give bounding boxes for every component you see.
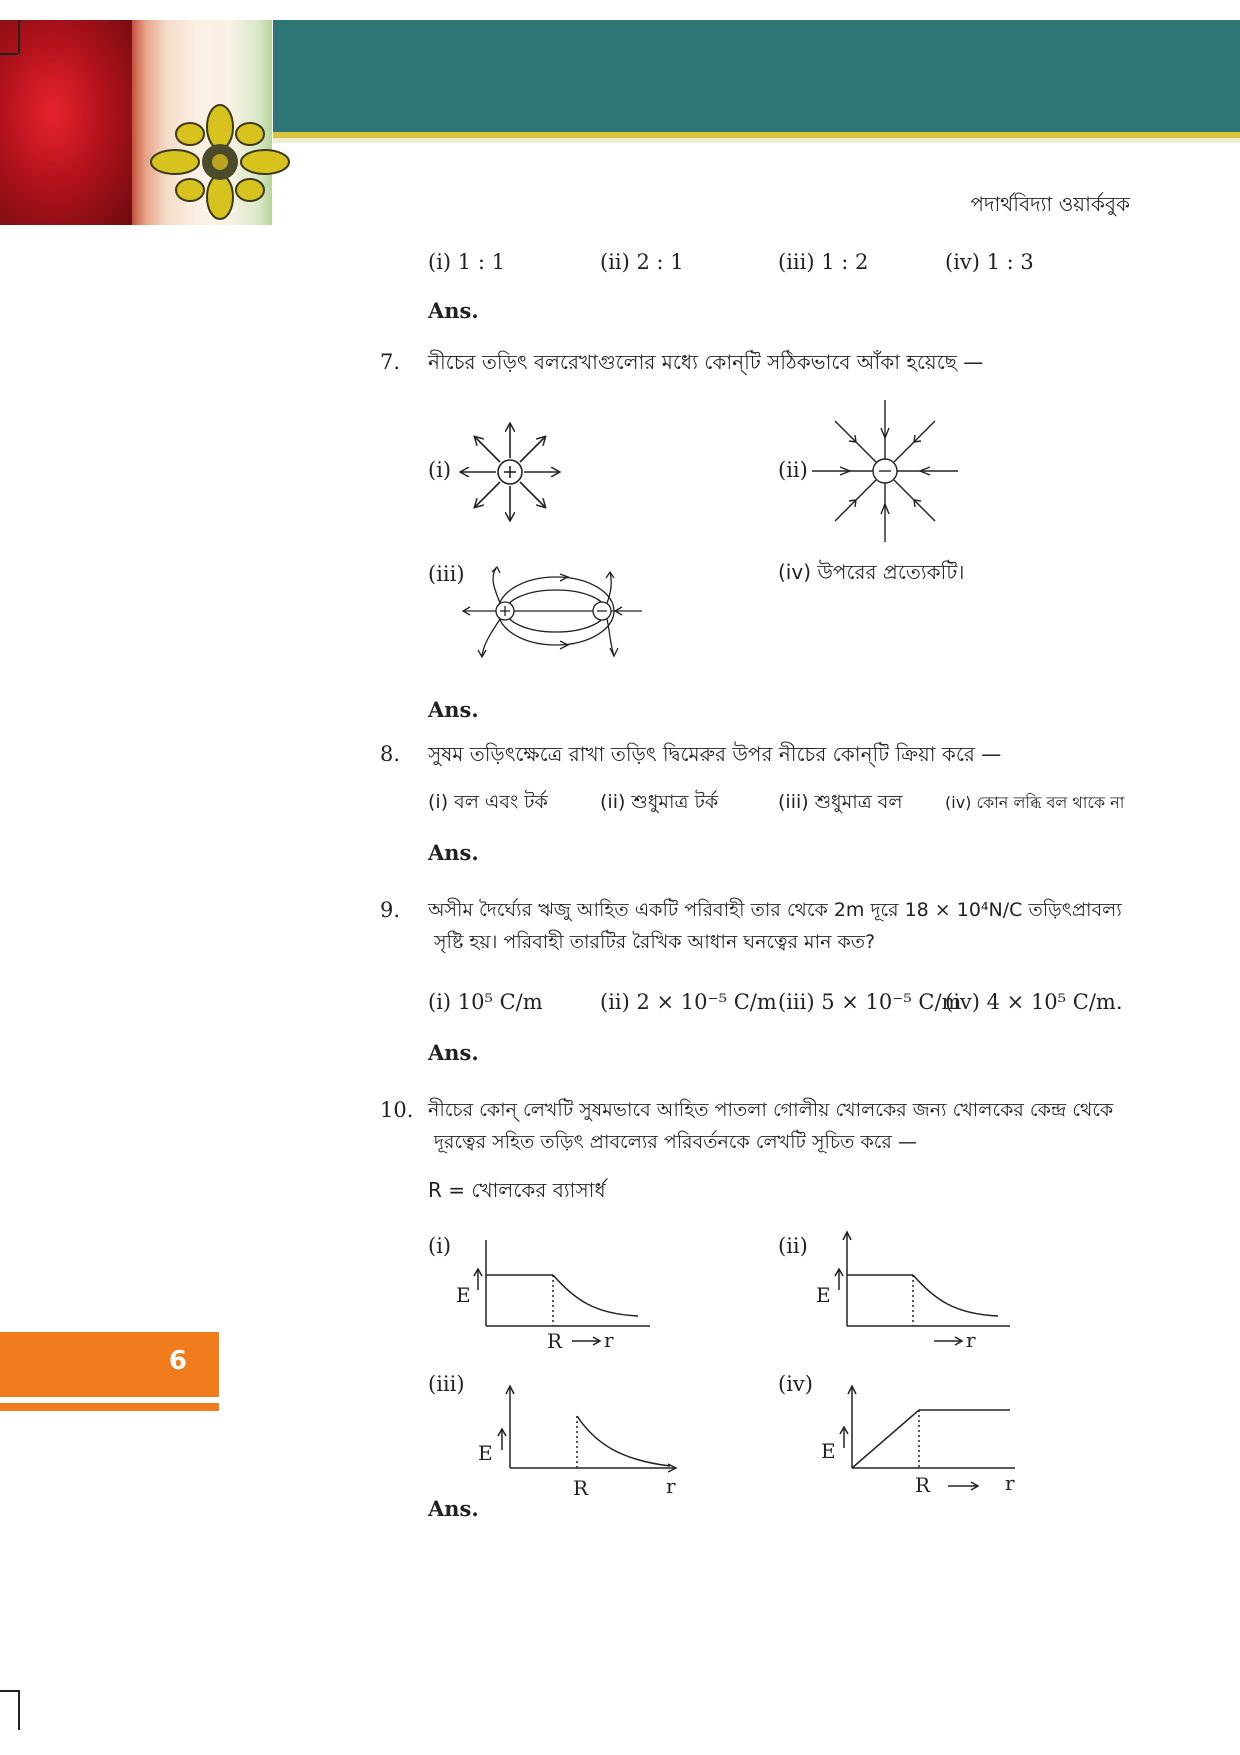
q6-option-3: (iii) 1 : 2: [778, 250, 869, 274]
crop-mark: [0, 1690, 18, 1692]
q10-graph-label-3: (iii): [428, 1372, 465, 1396]
q9-line-1: অসীম দৈর্ঘ্যের ঋজু আহিত একটি পরিবাহী তার থেকে 2m দূরে 18 × 10⁴N/C তড়িৎপ্রাবল্য: [428, 899, 1122, 921]
q9-option-2: (ii) 2 × 10⁻⁵ C/m: [600, 990, 777, 1014]
q7-text: নীচের তড়িৎ বলরেখাগুলোর মধ্যে কোন্‌টি সঠিকভাবে আঁকা হয়েছে —: [428, 350, 984, 374]
q8-option-2: (ii) শুধুমাত্র টর্ক: [600, 791, 719, 813]
q10-graph-i: [450, 1230, 660, 1360]
page-number-tab: [0, 1332, 219, 1397]
q10-graph-i-axis-r: r: [604, 1328, 614, 1352]
q6-option-1: (i) 1 : 1: [428, 250, 505, 274]
q10-graph-i-axis-R: R: [547, 1329, 563, 1353]
q10-graph-iv-axis-E: E: [821, 1439, 836, 1463]
running-title: পদার্থবিদ্যা ওয়ার্কবুক: [970, 192, 1130, 216]
q10-graph-i-axis-E: E: [456, 1283, 471, 1307]
q10-graph-iv: [815, 1378, 1025, 1508]
q7-label-1: (i): [428, 458, 452, 482]
q8-option-3: (iii) শুধুমাত্র বল: [778, 791, 903, 813]
q10-graph-iv-axis-R: R: [915, 1473, 931, 1497]
q10-graph-ii: [810, 1230, 1020, 1360]
q7-positive-charge-field-diagram: [455, 420, 575, 530]
q7-option-4: (iv) উপরের প্রত্যেকটি।: [778, 560, 965, 584]
q6-option-2: (ii) 2 : 1: [600, 250, 684, 274]
page-number-rule: [0, 1403, 219, 1411]
q10-line-2: দূরত্বের সহিত তড়িৎ প্রাবল্যের পরিবর্তনকে লেখটি সূচিত করে —: [434, 1131, 917, 1153]
q9-option-4: (iv) 4 × 10⁵ C/m.: [945, 990, 1123, 1014]
q9-line-2: সৃষ্টি হয়। পরিবাহী তারটির রৈখিক আধান ঘনত্বের মান কত?: [434, 931, 876, 953]
q6-answer-label: Ans.: [428, 298, 479, 323]
q9-option-3: (iii) 5 × 10⁻⁵ C/m: [778, 990, 962, 1014]
header-flower-ornament: [150, 100, 290, 225]
q8-option-1: (i) বল এবং টর্ক: [428, 791, 548, 813]
q10-graph-label-4: (iv): [778, 1372, 813, 1396]
q10-graph-iii-axis-E: E: [478, 1441, 493, 1465]
q7-negative-charge-field-diagram: [810, 400, 960, 550]
q8-answer-label: Ans.: [428, 840, 479, 865]
q10-answer-label: Ans.: [428, 1496, 479, 1521]
q7-label-2: (ii): [778, 458, 808, 482]
q7-label-3: (iii): [428, 562, 465, 586]
q10-graph-iii-axis-R: R: [573, 1476, 589, 1500]
page-number: 6: [168, 1346, 187, 1376]
q10-graph-iii: [470, 1378, 690, 1508]
crop-mark: [18, 1690, 20, 1730]
q6-option-4: (iv) 1 : 3: [945, 250, 1034, 274]
crop-mark: [0, 53, 18, 55]
q10-line-1: নীচের কোন্‌ লেখটি সুষমভাবে আহিত পাতলা গোলীয় খোলকের জন্য খোলকের কেন্দ্র থেকে: [428, 1099, 1114, 1121]
q9-option-1: (i) 10⁵ C/m: [428, 990, 543, 1014]
q10-graph-label-1: (i): [428, 1234, 452, 1258]
q10-graph-ii-axis-r: r: [966, 1328, 976, 1352]
q7-dipole-field-diagram: [460, 560, 650, 670]
q9-number: 9.: [380, 898, 401, 922]
q8-text: সুষম তড়িৎক্ষেত্রে রাখা তড়িৎ দ্বিমেরুর উপর নীচের কোন্‌টি ক্রিয়া করে —: [428, 742, 1002, 766]
q7-answer-label: Ans.: [428, 697, 479, 722]
q9-answer-label: Ans.: [428, 1040, 479, 1065]
header-pale-rule: [273, 138, 1240, 143]
q10-graph-iv-axis-r: r: [1005, 1471, 1015, 1495]
q10-graph-iii-axis-r: r: [666, 1474, 676, 1498]
q10-graph-ii-axis-E: E: [816, 1283, 831, 1307]
header-teal-band: [273, 20, 1240, 132]
q8-number: 8.: [380, 742, 401, 766]
q10-note: R = খোলকের ব্যাসার্ধ: [428, 1178, 606, 1202]
q8-option-4: (iv) কোন লব্ধি বল থাকে না: [945, 793, 1125, 812]
q10-graph-label-2: (ii): [778, 1234, 808, 1258]
q10-number: 10.: [380, 1098, 414, 1122]
crop-mark: [18, 20, 20, 54]
q7-number: 7.: [380, 350, 401, 374]
